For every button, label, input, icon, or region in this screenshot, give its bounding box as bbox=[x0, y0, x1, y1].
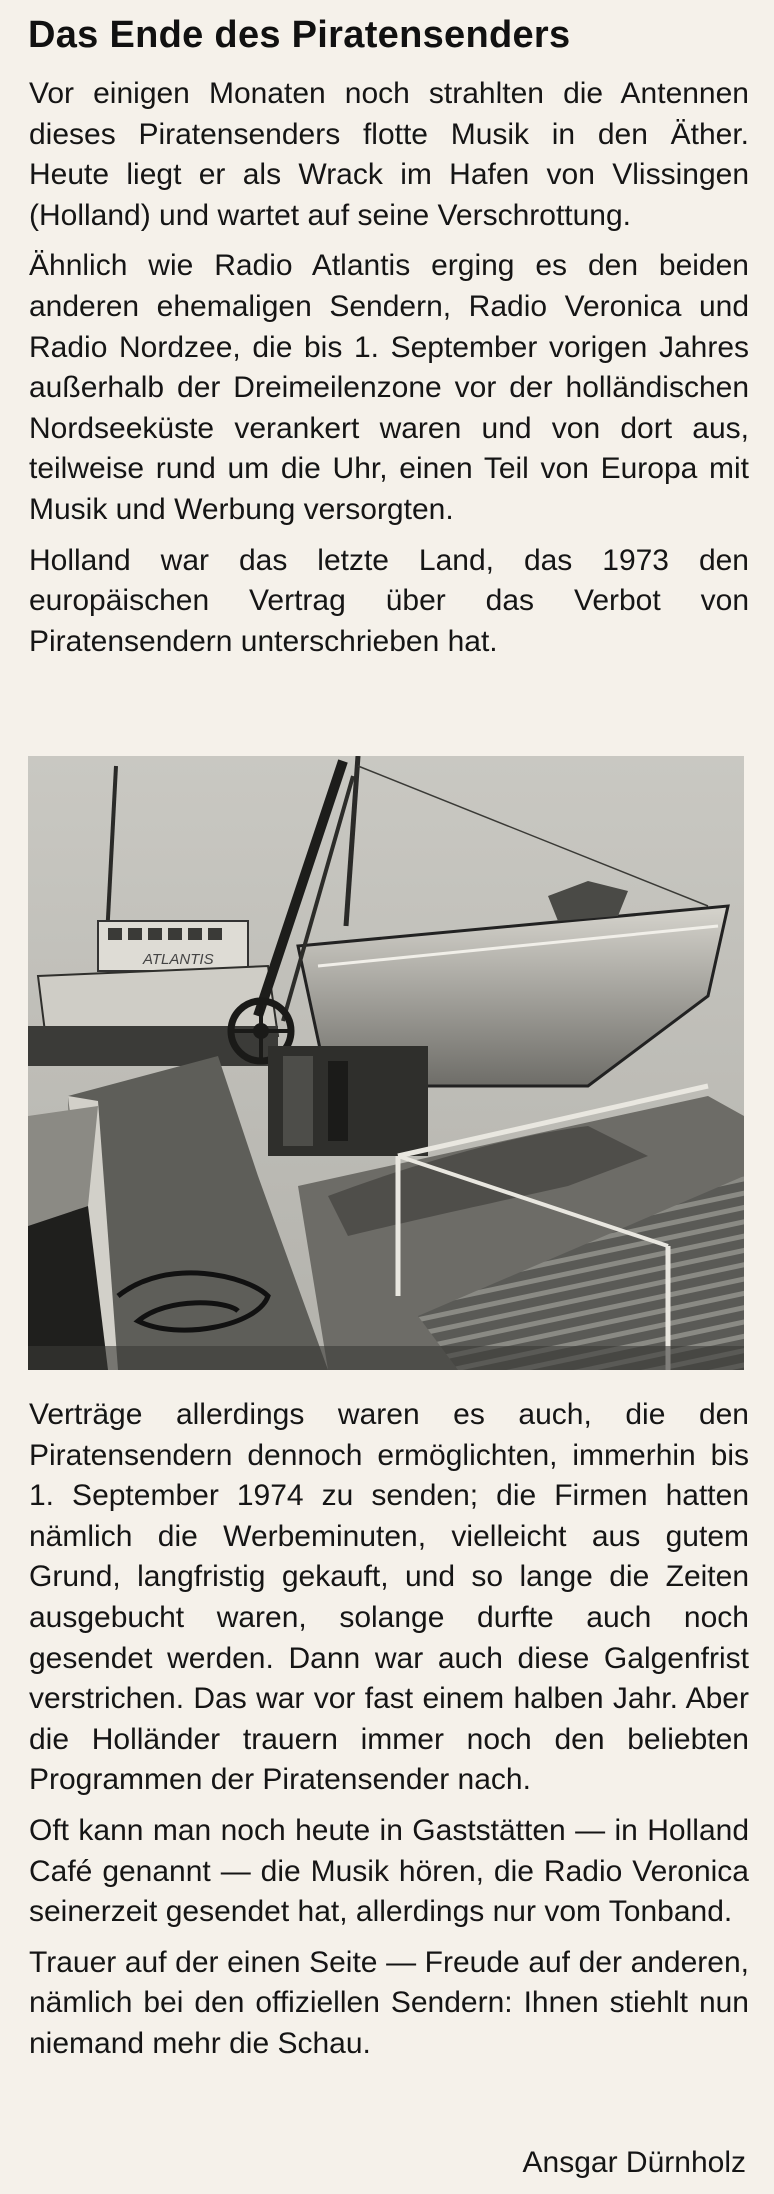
paragraph: Verträge allerdings waren es auch, die den Piratensendern dennoch ermöglichten, immerhin bis 1. September 1974 zu senden; die Firmen hatten nämlich die Werbeminuten, vielleicht aus gutem Grund, langfristig gekauft, und so lange die Zeiten ausgebucht waren, solange durfte auch noch gesendet werden. Dann war auch diese Galgenfrist verstrichen. Das war vor fast einem halben Jahr. Aber die Holländer trauern immer noch den beliebten Programmen der Piratensender nach. bbox=[29, 1398, 749, 1797]
shipwreck-photo bbox=[28, 756, 744, 1370]
paragraph: Vor einigen Monaten noch strahlten die Antennen dieses Piratensenders flotte Musik in den Äther. Heute liegt er als Wrack im Hafen von Vlissingen (Holland) und wartet auf seine Verschrottung. bbox=[29, 77, 749, 232]
article-title: Das Ende des Piratensenders bbox=[28, 14, 571, 56]
paragraph: Ähnlich wie Radio Atlantis erging es den beiden anderen ehemaligen Sendern, Radio Veronica und Radio Nordzee, die bis 1. September vorigen Jahres außerhalb der Dreimeilenzone vor der holländischen Nordseeküste verankert waren und von dort aus, teilweise rund um die Uhr, einen Teil von Europa mit Musik und Werbung versorgten. bbox=[29, 249, 749, 526]
svg-text:ATLANTIS: ATLANTIS bbox=[143, 951, 214, 968]
paragraph: Oft kann man noch heute in Gaststätten — in Holland Café genannt — die Musik hören, die Radio Veronica seinerzeit gesendet hat, allerdings nur vom Tonband. bbox=[29, 1813, 749, 1929]
author-byline: Ansgar Dürnholz bbox=[522, 2146, 746, 2179]
article-body-top bbox=[29, 74, 749, 672]
paragraph: Trauer auf der einen Seite — Freude auf der anderen, nämlich bei den offiziellen Sendern: Ihnen stiehlt nun niemand mehr die Schau. bbox=[29, 1945, 749, 2060]
paragraph: Holland war das letzte Land, das 1973 den europäischen Vertrag über das Verbot von Piratensendern unterschrieben hat. bbox=[29, 543, 749, 658]
shipwreck-photo-illustration bbox=[28, 756, 744, 1370]
article-body-bottom bbox=[29, 1395, 749, 2075]
